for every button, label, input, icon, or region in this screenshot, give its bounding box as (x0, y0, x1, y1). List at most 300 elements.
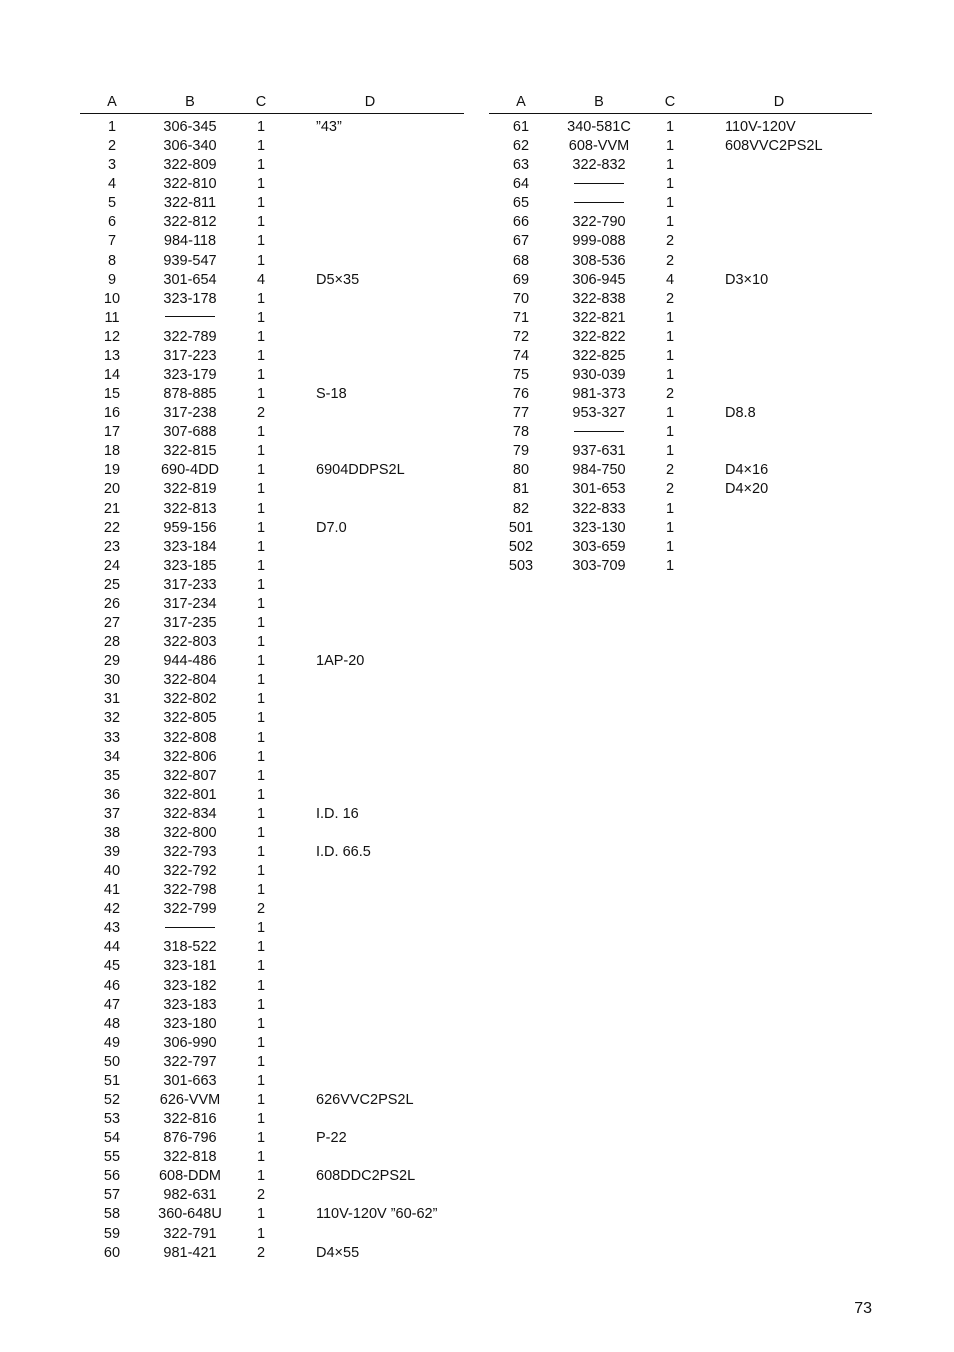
item-number: 56 (103, 1168, 121, 1185)
quantity: 1 (665, 119, 675, 135)
part-number: 322-791 (163, 1225, 217, 1242)
quantity: 1 (256, 386, 266, 403)
quantity: 1 (256, 157, 266, 174)
part-number: 878-885 (163, 386, 217, 403)
column-header-d: D (364, 94, 376, 110)
part-number: 306-340 (163, 138, 217, 155)
item-number: 23 (103, 538, 121, 555)
part-number: 303-709 (572, 557, 626, 574)
table-row (80, 977, 464, 996)
part-number: 322-802 (163, 691, 217, 708)
table-row (80, 213, 464, 232)
quantity: 1 (665, 405, 675, 422)
table-row (80, 366, 464, 385)
quantity: 1 (665, 500, 675, 517)
item-number: 60 (103, 1244, 121, 1261)
quantity: 1 (256, 1149, 266, 1166)
item-number: 13 (103, 347, 121, 364)
table-row (80, 1034, 464, 1053)
quantity: 1 (256, 347, 266, 364)
table-row (80, 118, 464, 137)
table-row (489, 271, 872, 290)
table-row (80, 328, 464, 347)
part-number: 323-184 (163, 538, 217, 555)
description: 608DDC2PS2L (316, 1168, 416, 1185)
table-row (80, 252, 464, 271)
quantity: 1 (256, 519, 266, 536)
table-row (80, 404, 464, 423)
table-row (489, 461, 872, 480)
table-row (80, 309, 464, 328)
part-number: 323-178 (163, 290, 217, 307)
quantity: 1 (256, 1111, 266, 1128)
quantity: 1 (256, 1072, 266, 1089)
quantity: 1 (256, 634, 266, 651)
table-row (80, 786, 464, 805)
part-number: 317-233 (163, 576, 217, 593)
item-number: 1 (107, 119, 117, 135)
description: 110V-120V ”60-62” (316, 1206, 438, 1223)
table-row (80, 156, 464, 175)
quantity: 2 (665, 290, 675, 307)
part-number: 317-223 (163, 347, 217, 364)
table-row (80, 1205, 464, 1224)
quantity: 1 (256, 500, 266, 517)
quantity: 1 (256, 843, 266, 860)
part-number: 322-813 (163, 500, 217, 517)
part-number: 322-804 (163, 672, 217, 689)
quantity: 2 (256, 1187, 266, 1204)
part-number: 322-832 (572, 157, 626, 174)
item-number: 4 (107, 176, 117, 193)
item-number: 76 (512, 386, 530, 403)
column-header-b: B (185, 94, 195, 110)
part-number: 322-798 (163, 882, 217, 899)
description: 626VVC2PS2L (316, 1091, 414, 1108)
item-number: 37 (103, 805, 121, 822)
table-row (80, 824, 464, 843)
part-number: 981-421 (163, 1244, 217, 1261)
item-number: 46 (103, 977, 121, 994)
item-number: 18 (103, 443, 121, 460)
table-row (80, 461, 464, 480)
item-number: 81 (512, 481, 530, 498)
part-number: 308-536 (572, 252, 626, 269)
quantity: 1 (256, 328, 266, 345)
table-row (80, 614, 464, 633)
part-number: 323-185 (163, 557, 217, 574)
item-number: 12 (103, 328, 121, 345)
item-number: 57 (103, 1187, 121, 1204)
table-row (80, 957, 464, 976)
table-row (80, 900, 464, 919)
quantity: 1 (665, 138, 675, 155)
item-number: 82 (512, 500, 530, 517)
quantity: 1 (256, 939, 266, 956)
part-number: 318-522 (163, 939, 217, 956)
item-number: 55 (103, 1149, 121, 1166)
table-row (80, 385, 464, 404)
part-number: 608-VVM (568, 138, 630, 155)
part-number: 322-818 (163, 1149, 217, 1166)
item-number: 11 (104, 309, 120, 326)
part-number: 322-792 (163, 863, 217, 880)
description: 110V-120V (725, 119, 796, 135)
column-header-d: D (773, 94, 785, 110)
quantity: 2 (256, 405, 266, 422)
table-row (80, 175, 464, 194)
part-number: 959-156 (163, 519, 217, 536)
item-number: 42 (103, 901, 121, 918)
quantity: 1 (256, 424, 266, 441)
quantity: 4 (665, 271, 675, 288)
part-number: 999-088 (572, 233, 626, 250)
item-number: 35 (103, 767, 121, 784)
table-row (80, 1015, 464, 1034)
item-number: 70 (512, 290, 530, 307)
item-number: 39 (103, 843, 121, 860)
table-row (80, 671, 464, 690)
dash-line (574, 183, 624, 184)
quantity: 2 (665, 462, 675, 479)
table-row (489, 309, 872, 328)
table-row (80, 881, 464, 900)
part-number: 322-825 (572, 347, 626, 364)
part-number (559, 423, 639, 442)
part-number: 340-581C (567, 119, 631, 135)
part-number (150, 309, 230, 328)
quantity: 1 (256, 367, 266, 384)
item-number: 10 (103, 290, 121, 307)
table-row (80, 1148, 464, 1167)
quantity: 1 (256, 443, 266, 460)
table-row (80, 1186, 464, 1205)
table-row (80, 1072, 464, 1091)
part-number: 323-179 (163, 367, 217, 384)
table-row (489, 366, 872, 385)
quantity: 2 (256, 1244, 266, 1261)
part-number (150, 919, 230, 938)
table-row (80, 1091, 464, 1110)
table-row (80, 500, 464, 519)
item-number: 58 (103, 1206, 121, 1223)
table-row (80, 194, 464, 213)
part-number: 322-800 (163, 824, 217, 841)
quantity: 1 (256, 1053, 266, 1070)
quantity: 1 (256, 672, 266, 689)
description: D8.8 (725, 405, 756, 422)
item-number: 61 (512, 119, 530, 135)
item-number: 48 (103, 1015, 121, 1032)
part-number: 317-238 (163, 405, 217, 422)
table-row (489, 347, 872, 366)
item-number: 503 (508, 557, 534, 574)
quantity: 1 (256, 557, 266, 574)
item-number: 43 (103, 920, 121, 937)
table-row (80, 519, 464, 538)
part-number: 322-816 (163, 1111, 217, 1128)
part-number: 322-805 (163, 710, 217, 727)
item-number: 64 (512, 176, 530, 193)
description: 608VVC2PS2L (725, 138, 823, 155)
item-number: 7 (107, 233, 117, 250)
table-row (80, 232, 464, 251)
quantity: 1 (256, 176, 266, 193)
item-number: 29 (103, 653, 121, 670)
item-number: 27 (103, 615, 121, 632)
quantity: 1 (256, 958, 266, 975)
item-number: 66 (512, 214, 530, 231)
part-number: 322-808 (163, 729, 217, 746)
table-row (80, 805, 464, 824)
item-number: 16 (103, 405, 121, 422)
quantity: 1 (256, 462, 266, 479)
table-row (489, 538, 872, 557)
item-number: 47 (103, 996, 121, 1013)
table-header (80, 91, 464, 114)
table-row (80, 347, 464, 366)
part-number: 322-809 (163, 157, 217, 174)
table-row (80, 652, 464, 671)
item-number: 34 (103, 748, 121, 765)
table-row (489, 290, 872, 309)
quantity: 1 (665, 519, 675, 536)
quantity: 1 (256, 691, 266, 708)
quantity: 1 (256, 1206, 266, 1223)
part-number: 322-803 (163, 634, 217, 651)
quantity: 2 (665, 386, 675, 403)
item-number: 59 (103, 1225, 121, 1242)
table-row (80, 290, 464, 309)
description: D4×55 (316, 1244, 360, 1261)
quantity: 1 (256, 653, 266, 670)
table-row (80, 538, 464, 557)
quantity: 1 (256, 119, 266, 135)
quantity: 1 (256, 882, 266, 899)
column-header-b: B (594, 94, 604, 110)
quantity: 1 (256, 309, 266, 326)
description: D3×10 (725, 271, 769, 288)
quantity: 1 (256, 233, 266, 250)
quantity: 1 (256, 1168, 266, 1185)
table-row (80, 423, 464, 442)
part-number: 944-486 (163, 653, 217, 670)
item-number: 8 (107, 252, 117, 269)
item-number: 22 (103, 519, 121, 536)
item-number: 52 (103, 1091, 121, 1108)
part-number: 322-838 (572, 290, 626, 307)
table-row (80, 633, 464, 652)
quantity: 1 (256, 710, 266, 727)
quantity: 1 (665, 328, 675, 345)
item-number: 45 (103, 958, 121, 975)
part-number: 322-806 (163, 748, 217, 765)
part-number: 301-663 (163, 1072, 217, 1089)
part-number: 982-631 (163, 1187, 217, 1204)
quantity: 1 (256, 538, 266, 555)
part-number: 322-821 (572, 309, 626, 326)
part-number: 322-811 (163, 195, 217, 212)
quantity: 1 (256, 615, 266, 632)
quantity: 1 (256, 748, 266, 765)
quantity: 1 (256, 214, 266, 231)
description: I.D. 66.5 (316, 843, 371, 860)
table-row (80, 709, 464, 728)
parts-table-right (489, 91, 872, 576)
table-row (489, 557, 872, 576)
table-row (80, 767, 464, 786)
table-row (80, 938, 464, 957)
item-number: 63 (512, 157, 530, 174)
table-row (80, 996, 464, 1015)
item-number: 36 (103, 786, 121, 803)
quantity: 2 (665, 481, 675, 498)
item-number: 41 (103, 882, 121, 899)
quantity: 1 (256, 729, 266, 746)
quantity: 1 (256, 1225, 266, 1242)
quantity: 1 (256, 576, 266, 593)
table-row (489, 328, 872, 347)
quantity: 1 (256, 1015, 266, 1032)
column-header-a: A (107, 94, 117, 110)
item-number: 79 (512, 443, 530, 460)
part-number: 930-039 (572, 367, 626, 384)
table-row (80, 557, 464, 576)
item-number: 33 (103, 729, 121, 746)
part-number: 626-VVM (159, 1091, 221, 1108)
quantity: 1 (256, 481, 266, 498)
table-row (80, 480, 464, 499)
quantity: 1 (256, 767, 266, 784)
table-row (80, 595, 464, 614)
description: D5×35 (316, 271, 360, 288)
part-number: 301-654 (163, 271, 217, 288)
table-row (80, 862, 464, 881)
item-number: 21 (103, 500, 121, 517)
description: 1AP-20 (316, 653, 365, 670)
part-number: 322-799 (163, 901, 217, 918)
table-body (489, 118, 872, 576)
item-number: 15 (103, 386, 121, 403)
quantity: 1 (665, 557, 675, 574)
item-number: 9 (107, 271, 117, 288)
item-number: 31 (103, 691, 121, 708)
description: I.D. 16 (316, 805, 359, 822)
table-row (489, 404, 872, 423)
description: 6904DDPS2L (316, 462, 405, 479)
item-number: 25 (103, 576, 121, 593)
quantity: 1 (256, 252, 266, 269)
dash-line (165, 316, 215, 317)
table-row (80, 1167, 464, 1186)
part-number: 303-659 (572, 538, 626, 555)
item-number: 32 (103, 710, 121, 727)
item-number: 44 (103, 939, 121, 956)
part-number: 322-812 (163, 214, 217, 231)
table-row (489, 213, 872, 232)
item-number: 19 (103, 462, 121, 479)
part-number: 323-180 (163, 1015, 217, 1032)
quantity: 1 (665, 347, 675, 364)
description: D7.0 (316, 519, 347, 536)
part-number: 608-DDM (158, 1168, 222, 1185)
part-number: 323-130 (572, 519, 626, 536)
quantity: 1 (256, 996, 266, 1013)
part-number: 953-327 (572, 405, 626, 422)
part-number: 322-819 (163, 481, 217, 498)
table-header (489, 91, 872, 114)
part-number: 322-822 (572, 328, 626, 345)
quantity: 1 (256, 824, 266, 841)
part-number: 323-182 (163, 977, 217, 994)
item-number: 78 (512, 424, 530, 441)
item-number: 74 (512, 347, 530, 364)
table-row (80, 137, 464, 156)
table-row (80, 729, 464, 748)
dash-line (574, 202, 624, 203)
table-row (489, 385, 872, 404)
quantity: 1 (256, 290, 266, 307)
quantity: 1 (256, 863, 266, 880)
table-row (489, 232, 872, 251)
column-header-c: C (255, 94, 267, 110)
part-number: 317-234 (163, 595, 217, 612)
part-number: 323-181 (163, 958, 217, 975)
table-row (80, 576, 464, 595)
quantity: 4 (256, 271, 266, 288)
item-number: 28 (103, 634, 121, 651)
part-number: 984-750 (572, 462, 626, 479)
page-number: 73 (854, 1300, 872, 1317)
part-number: 322-834 (163, 805, 217, 822)
table-row (80, 690, 464, 709)
part-number: 322-793 (163, 843, 217, 860)
part-number: 939-547 (163, 252, 217, 269)
item-number: 40 (103, 863, 121, 880)
quantity: 1 (256, 1034, 266, 1051)
part-number: 322-790 (572, 214, 626, 231)
part-number: 322-801 (163, 786, 217, 803)
part-number: 322-807 (163, 767, 217, 784)
description: D4×16 (725, 462, 769, 479)
item-number: 67 (512, 233, 530, 250)
item-number: 50 (103, 1053, 121, 1070)
item-number: 62 (512, 138, 530, 155)
item-number: 80 (512, 462, 530, 479)
quantity: 1 (665, 176, 675, 193)
part-number: 322-815 (163, 443, 217, 460)
table-row (489, 194, 872, 213)
item-number: 3 (107, 157, 117, 174)
quantity: 1 (665, 309, 675, 326)
item-number: 54 (103, 1130, 121, 1147)
item-number: 2 (107, 138, 117, 155)
table-row (80, 1244, 464, 1263)
quantity: 2 (256, 901, 266, 918)
part-number: 301-653 (572, 481, 626, 498)
item-number: 68 (512, 252, 530, 269)
table-row (489, 175, 872, 194)
quantity: 1 (256, 786, 266, 803)
quantity: 1 (256, 1130, 266, 1147)
item-number: 26 (103, 595, 121, 612)
part-number: 322-797 (163, 1053, 217, 1070)
table-row (80, 271, 464, 290)
item-number: 17 (103, 424, 121, 441)
quantity: 1 (665, 443, 675, 460)
item-number: 24 (103, 557, 121, 574)
column-header-a: A (516, 94, 526, 110)
